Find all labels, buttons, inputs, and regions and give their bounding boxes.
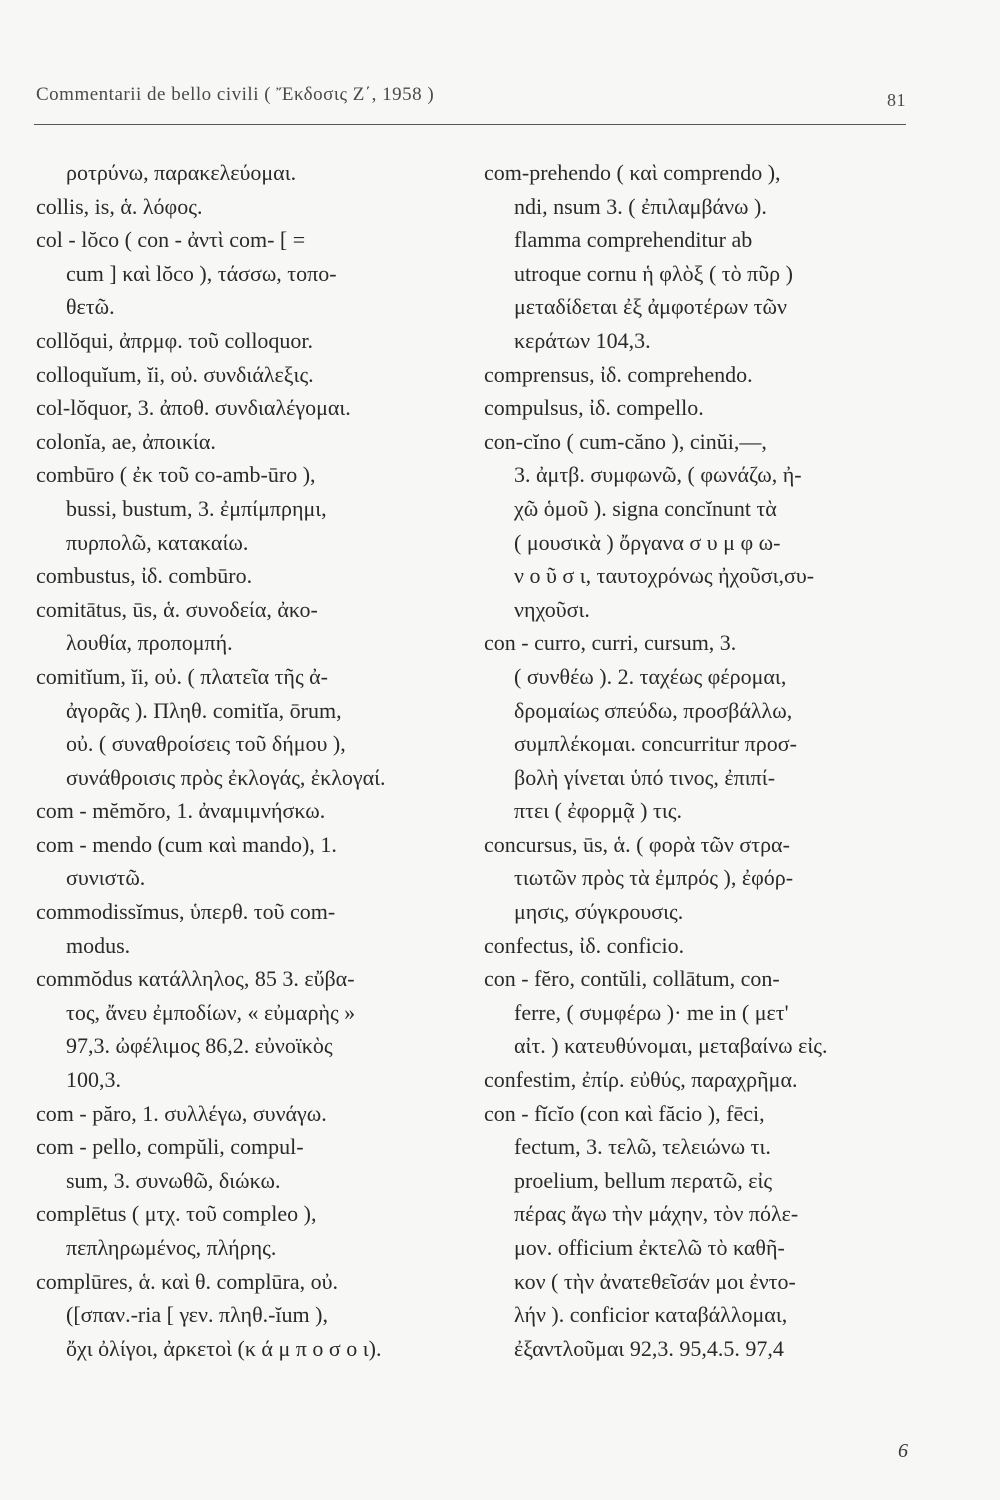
left-column (36, 156, 466, 1365)
dictionary-line: modus. (66, 932, 131, 958)
dictionary-line: δρομαίως σπεύδω, προσβάλλω, (514, 697, 793, 723)
dictionary-line: colonĭa, ae, ἀποικία. (36, 428, 216, 454)
dictionary-line: χῶ ὁμοῦ ). signa concĭnunt τὰ (514, 495, 777, 521)
dictionary-line: combūro ( ἐκ τοῦ co-amb-ūro ), (36, 462, 316, 488)
dictionary-line: θετῶ. (66, 294, 115, 320)
dictionary-line: com-prehendo ( καὶ comprendo ), (484, 160, 781, 185)
dictionary-line: comitĭum, ĭi, οὐ. ( πλατεῖα τῆς ἀ- (36, 663, 329, 689)
dictionary-line: comprensus, ἰδ. comprehendo. (484, 361, 753, 387)
dictionary-line: ([σπαν.-ria [ γεν. πληθ.-ĭum ), (66, 1302, 328, 1328)
dictionary-line: collŏqui, ἀπρμφ. τοῦ colloquor. (36, 327, 314, 353)
dictionary-line: com - mĕmŏro, 1. ἀναμιμνήσκω. (36, 798, 326, 824)
dictionary-line: ἐξαντλοῦμαι 92,3. 95,4.5. 97,4 (514, 1335, 784, 1361)
dictionary-line: 3. ἀμτβ. συμφωνῶ, ( φωνάζω, ἠ- (514, 462, 802, 488)
dictionary-line: τος, ἄνευ ἐμποδίων, « εὐμαρὴς » (66, 999, 356, 1025)
dictionary-line: ἀγορᾶς ). Πληθ. comitĭa, ōrum, (66, 697, 342, 723)
dictionary-line: col-lŏquor, 3. ἀποθ. συνδιαλέγομαι. (36, 395, 351, 421)
dictionary-line: ( μουσικὰ ) ὄργανα σ υ μ φ ω- (514, 529, 781, 555)
dictionary-line: com - păro, 1. συλλέγω, συνάγω. (36, 1100, 327, 1126)
dictionary-line: com - mendo (cum καὶ mando), 1. (36, 831, 337, 857)
dictionary-line: con-cĭno ( cum-căno ), cinŭi,—, (484, 428, 767, 454)
dictionary-line: πτει ( ἐφορμᾷ ) τις. (514, 798, 682, 824)
dictionary-line: collis, is, ἁ. λόφος. (36, 193, 203, 219)
dictionary-line: complūres, ἁ. καὶ θ. complūra, οὐ. (36, 1268, 339, 1294)
dictionary-line: comitātus, ūs, ἁ. συνοδεία, ἀκο- (36, 596, 318, 622)
dictionary-line: μεταδίδεται ἐξ ἀμφοτέρων τῶν (514, 294, 787, 320)
dictionary-line: con - fĕro, contŭli, collātum, con- (484, 966, 780, 992)
dictionary-line: λουθία, προπομπή. (66, 630, 233, 656)
dictionary-line: concursus, ūs, ἁ. ( φορὰ τῶν στρα- (484, 831, 790, 857)
dictionary-line: bussi, bustum, 3. ἐμπίμπρημι, (66, 495, 327, 521)
dictionary-line: ndi, nsum 3. ( ἐπιλαμβάνω ). (514, 193, 767, 219)
dictionary-line: πυρπολῶ, κατακαίω. (66, 529, 249, 555)
header-rule (34, 124, 906, 125)
dictionary-line: κον ( τὴν ἀνατεθεῖσάν μοι ἐντο- (514, 1268, 796, 1294)
right-column (484, 156, 914, 1365)
dictionary-line: colloquĭum, ĭi, οὐ. συνδιάλεξις. (36, 361, 314, 387)
dictionary-line: 100,3. (66, 1067, 121, 1093)
dictionary-line: col - lŏco ( con - ἀντὶ com- [ = (36, 227, 306, 253)
dictionary-line: commodissĭmus, ὑπερθ. τοῦ com- (36, 899, 336, 925)
dictionary-line: con - curro, curri, cursum, 3. (484, 630, 737, 656)
dictionary-line: οὐ. ( συναθροίσεις τοῦ δήμου ), (66, 731, 346, 757)
dictionary-line: μησις, σύγκρουσις. (514, 899, 684, 925)
dictionary-line: cum ] καὶ lŏco ), τάσσω, τοπο- (66, 260, 337, 286)
dictionary-line: combustus, ἰδ. combūro. (36, 563, 253, 589)
dictionary-line: πεπληρωμένος, πλήρης. (66, 1235, 277, 1260)
signature-mark: 6 (898, 1440, 908, 1462)
dictionary-line: βολὴ γίνεται ὑπό τινος, ἐπιπί- (514, 764, 776, 790)
dictionary-line: λήν ). conficior καταβάλλομαι, (514, 1302, 788, 1328)
dictionary-line: ροτρύνω, παρακελεύομαι. (66, 160, 297, 185)
dictionary-line: utroque cornu ἡ φλὸξ ( τὸ πῦρ ) (514, 260, 793, 286)
dictionary-line: νηχοῦσι. (514, 596, 590, 622)
dictionary-line: ferre, ( συμφέρω )· me in ( μετ' (514, 999, 789, 1025)
dictionary-line: συνιστῶ. (66, 865, 146, 891)
dictionary-line: fectum, 3. τελῶ, τελειώνω τι. (514, 1134, 771, 1160)
dictionary-line: συμπλέκομαι. concurritur προσ- (514, 731, 797, 757)
dictionary-line: confectus, ἰδ. conficio. (484, 932, 685, 958)
dictionary-line: ( συνθέω ). 2. ταχέως φέρομαι, (514, 663, 787, 689)
dictionary-line: αἰτ. ) κατευθύνομαι, μεταβαίνω εἰς. (514, 1033, 828, 1059)
dictionary-line: complētus ( μτχ. τοῦ compleo ), (36, 1201, 317, 1227)
dictionary-line: συνάθροισις πρὸς ἐκλογάς, ἐκλογαί. (66, 764, 386, 790)
dictionary-line: τιωτῶν πρὸς τὰ ἐμπρός ), ἐφόρ- (514, 865, 794, 891)
dictionary-line: ν ο ῦ σ ι, ταυτοχρόνως ἠχοῦσι,συ- (514, 563, 815, 589)
dictionary-line: com - pello, compŭli, compul- (36, 1134, 304, 1160)
dictionary-line: μον. officium ἐκτελῶ τὸ καθῆ- (514, 1235, 785, 1260)
dictionary-line: compulsus, ἰδ. compello. (484, 395, 704, 421)
dictionary-line: con - fĭcĭo (con καὶ făcio ), fēci, (484, 1100, 765, 1126)
dictionary-line: κεράτων 104,3. (514, 327, 651, 353)
dictionary-line: ὄχι ὀλίγοι, ἀρκετοὶ (κ ά μ π ο σ ο ι). (66, 1335, 382, 1361)
dictionary-line: proelium, bellum περατῶ, εἰς (514, 1167, 773, 1193)
running-title: Commentarii de bello civili ( Ἔκδοσις Ζ΄, 1958 ) (36, 84, 435, 105)
dictionary-line: 97,3. ὠφέλιμος 86,2. εὐνοϊκὸς (66, 1033, 333, 1059)
dictionary-line: flamma comprehenditur ab (514, 227, 753, 253)
dictionary-line: commŏdus κατάλληλος, 85 3. εὔβα- (36, 966, 355, 992)
dictionary-line: confestim, ἐπίρ. εὐθύς, παραχρῆμα. (484, 1067, 798, 1093)
page-number: 81 (887, 90, 906, 110)
dictionary-line: sum, 3. συνωθῶ, διώκω. (66, 1167, 281, 1193)
dictionary-line: πέρας ἄγω τὴν μάχην, τὸν πόλε- (514, 1201, 799, 1227)
